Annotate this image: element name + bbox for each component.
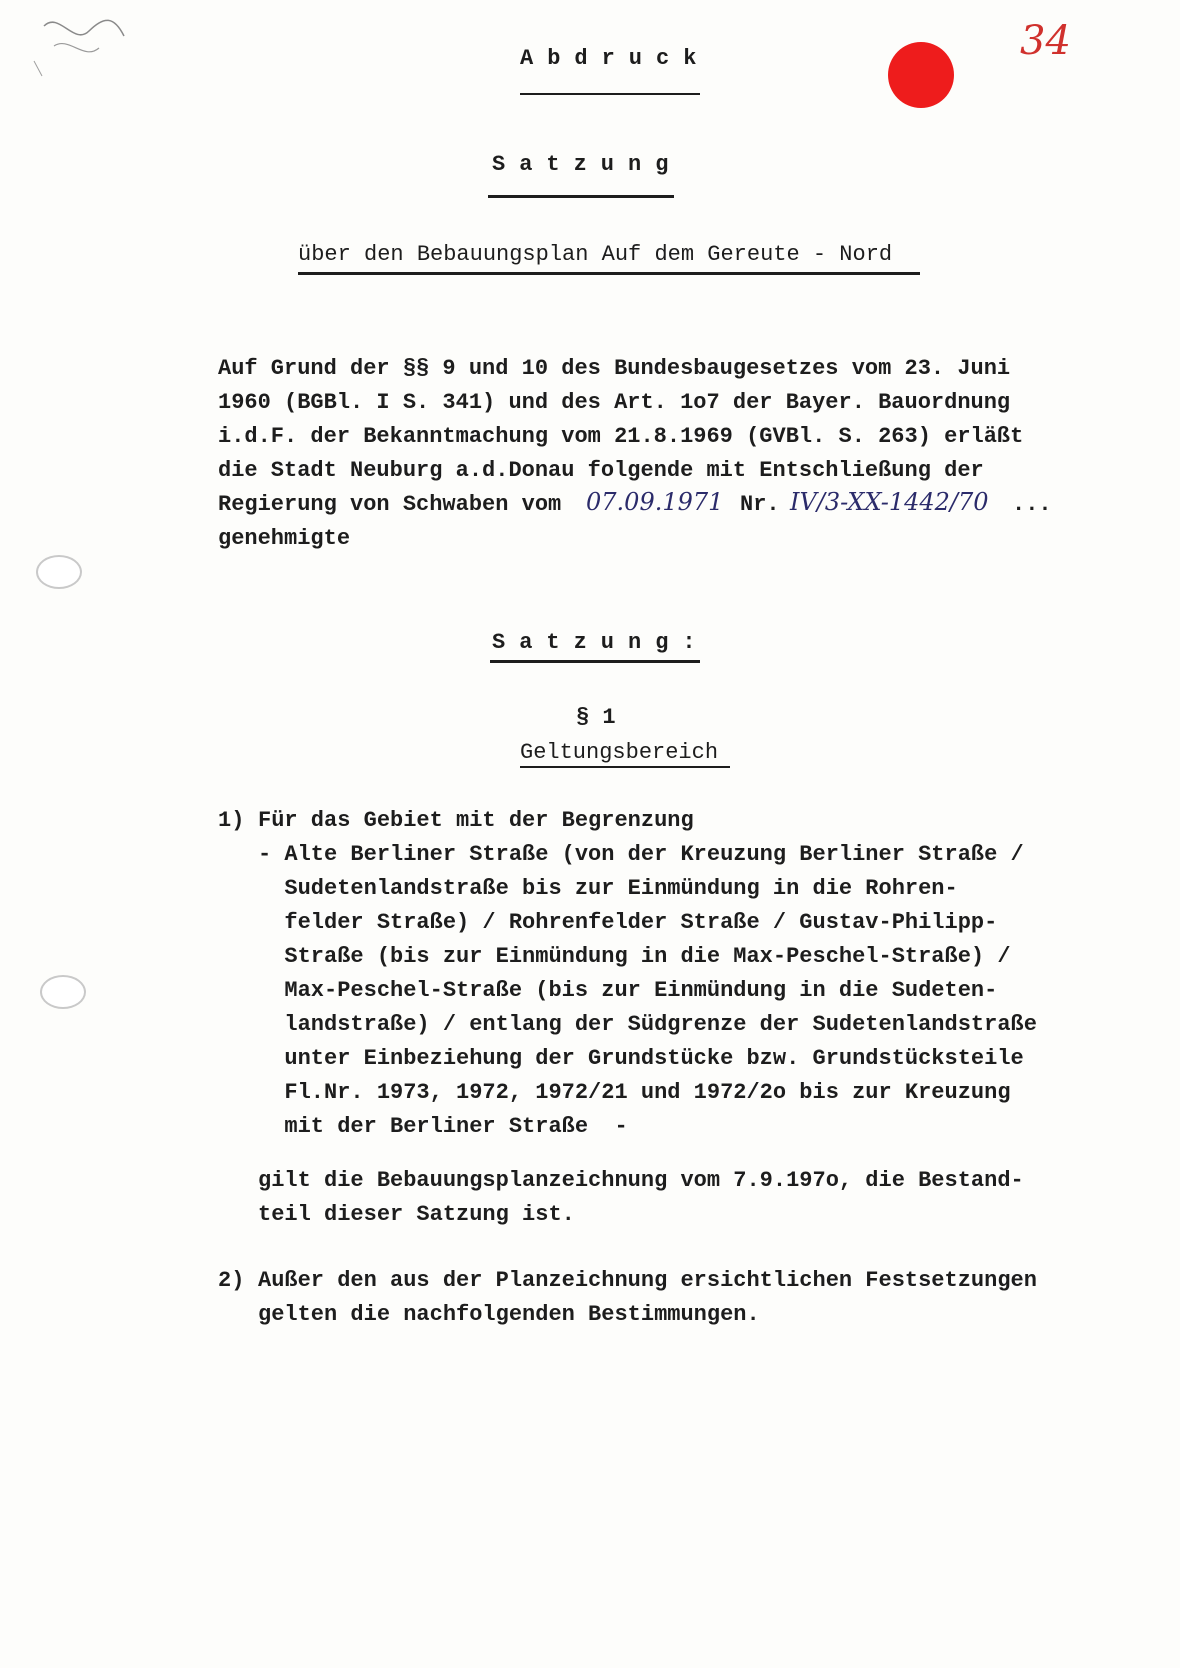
handwritten-date: 07.09.1971 (586, 488, 724, 516)
preamble-nr: Nr. (740, 492, 780, 517)
boundary-line: Max-Peschel-Straße (bis zur Einmündung in die Sudeten- (258, 978, 998, 1003)
hole-punch (40, 975, 86, 1009)
scribble-mark (14, 6, 134, 96)
preamble-line: genehmigte (218, 526, 351, 551)
boundary-line: Sudetenlandstraße bis zur Einmündung in die Rohren- (258, 876, 958, 901)
header-underline (520, 93, 700, 95)
conclusion-line: gilt die Bebauungsplanzeichnung vom 7.9.197o, die Bestand- (258, 1168, 1024, 1193)
subtitle: über den Bebauungsplan Auf dem Gereute - Nord (298, 242, 893, 267)
title-underline (488, 195, 674, 198)
preamble-line: Auf Grund der §§ 9 und 10 des Bundesbaugesetzes vom 23. Juni (218, 356, 1011, 381)
preamble-line: i.d.F. der Bekanntmachung vom 21.8.1969 (GVBl. S. 263) erläßt (218, 424, 1024, 449)
paragraph-number: § 1 (576, 705, 616, 730)
conclusion-line: teil dieser Satzung ist. (258, 1202, 575, 1227)
preamble-line: 1960 (BGBl. I S. 341) und des Art. 1o7 der Bayer. Bauordnung (218, 390, 1011, 415)
preamble-line: die Stadt Neuburg a.d.Donau folgende mit Entschließung der (218, 458, 984, 483)
red-dot-marker (888, 42, 954, 108)
boundary-line: unter Einbeziehung der Grundstücke bzw. Grundstücksteile (258, 1046, 1024, 1071)
page-number: 34 (1020, 18, 1071, 64)
item-label: 1) (218, 808, 245, 833)
item-intro: Für das Gebiet mit der Begrenzung (258, 808, 694, 833)
item2-line: Außer den aus der Planzeichnung ersichtlichen Festsetzungen (258, 1268, 1037, 1293)
boundary-line: felder Straße) / Rohrenfelder Straße / Gustav-Philipp- (258, 910, 998, 935)
paragraph-title: Geltungsbereich (520, 740, 719, 765)
preamble-line-prefix: Regierung von Schwaben vom (218, 492, 562, 517)
boundary-line: Straße (bis zur Einmündung in die Max-Peschel-Straße) / (258, 944, 1011, 969)
hole-punch (36, 555, 82, 589)
handwritten-number: IV/3-XX-1442/70 (790, 488, 989, 516)
subtitle-underline (298, 272, 920, 275)
boundary-line: landstraße) / entlang der Südgrenze der Sudetenlandstraße (258, 1012, 1037, 1037)
boundary-line: mit der Berliner Straße - (258, 1114, 628, 1139)
section-heading: Satzung: (492, 630, 710, 655)
paragraph-title-underline (520, 766, 730, 768)
header-label: Abdruck (520, 46, 711, 71)
item-label: 2) (218, 1268, 245, 1293)
boundary-line: Fl.Nr. 1973, 1972, 1972/21 und 1972/2o bis zur Kreuzung (258, 1080, 1011, 1105)
preamble-suffix: ... (1012, 492, 1052, 517)
item2-line: gelten die nachfolgenden Bestimmungen. (258, 1302, 760, 1327)
section-heading-underline (490, 660, 700, 663)
boundary-line: - Alte Berliner Straße (von der Kreuzung Berliner Straße / (258, 842, 1024, 867)
title-word: Satzung (492, 152, 683, 177)
